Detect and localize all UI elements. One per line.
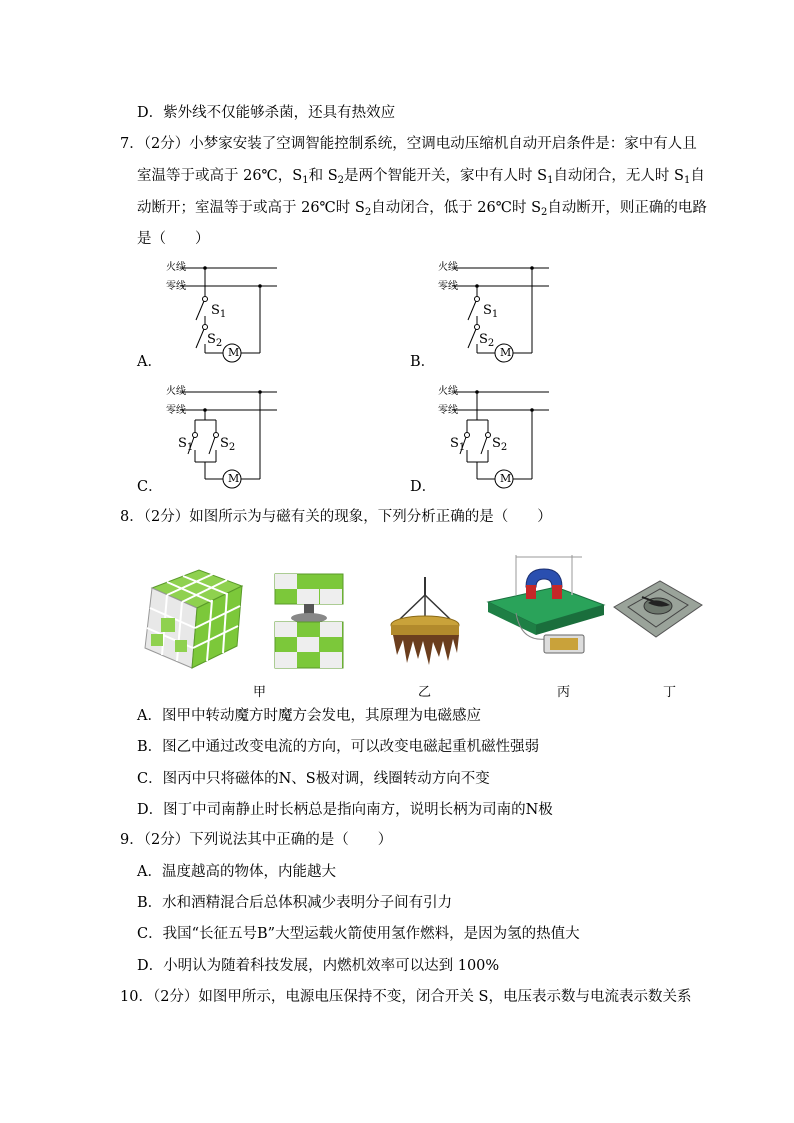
q8-stem: 8．（2分）如图所示为与磁有关的现象，下列分析正确的是（ ） xyxy=(120,509,552,525)
fire-wire-label: 火线 xyxy=(438,262,458,273)
q7-stem-line4: 是（ ） xyxy=(137,231,210,247)
motor-label: M xyxy=(228,346,240,359)
q7-stem-line3: 动断开；室温等于或高于 26℃时 $S_2$自动闭合，低于 26℃时 $S_2$自动断开，则正确的电路 xyxy=(137,200,707,218)
motor-label: M xyxy=(500,346,512,359)
q7-option-c-label: C． xyxy=(137,479,163,495)
fire-wire-label: 火线 xyxy=(438,386,458,397)
caption-ding: 丁 xyxy=(663,685,677,700)
q7-circuit-c xyxy=(160,382,280,490)
q7-circuit-b xyxy=(432,258,552,363)
caption-bing: 丙 xyxy=(557,685,571,700)
rubiks-cube-image xyxy=(137,548,247,670)
neutral-wire-label: 零线 xyxy=(438,281,458,292)
electromagnet-crane-image xyxy=(385,575,465,670)
q10-stem: 10．（2分）如图甲所示，电源电压保持不变，闭合开关 S，电压表示数与电流表示数关系 xyxy=(120,989,692,1005)
switch-s2-label: $S_2$ xyxy=(479,332,495,349)
motor-label: M xyxy=(500,472,512,485)
neutral-wire-label: 零线 xyxy=(166,281,186,292)
caption-yi: 乙 xyxy=(418,685,432,700)
q7-stem-line1: 7．（2分）小梦家安装了空调智能控制系统，空调电动压缩机自动开启条件是：家中有人且 xyxy=(120,136,697,152)
q9-option-d: D．小明认为随着科技发展，内燃机效率可以达到 100% xyxy=(137,958,500,974)
switch-s2-label: $S_2$ xyxy=(492,436,508,453)
q9-option-c: C．我国“长征五号B”大型运载火箭使用氢作燃料，是因为氢的热值大 xyxy=(137,926,580,942)
q7-stem-line2: 室温等于或高于 26℃，$S_1$和 $S_2$是两个智能开关，家中有人时 $S_1$自动闭合，无人时 $S_1$自 xyxy=(137,168,705,186)
motor-model-image xyxy=(486,547,606,665)
neutral-wire-label: 零线 xyxy=(166,405,186,416)
switch-s1-label: $S_1$ xyxy=(178,436,194,453)
q7-circuit-d xyxy=(432,382,552,490)
q8-option-d: D．图丁中司南静止时长柄总是指向南方，说明长柄为司南的N极 xyxy=(137,802,553,818)
fire-wire-label: 火线 xyxy=(166,386,186,397)
q7-option-b-label: B． xyxy=(410,354,436,370)
fire-wire-label: 火线 xyxy=(166,262,186,273)
q7-circuit-a xyxy=(160,258,280,363)
switch-s1-label: $S_1$ xyxy=(450,436,466,453)
q6-option-d: D．紫外线不仅能够杀菌，还具有热效应 xyxy=(137,105,396,121)
q7-option-a-label: A． xyxy=(137,354,162,370)
split-cube-image xyxy=(270,572,350,670)
motor-label: M xyxy=(228,472,240,485)
switch-s1-label: $S_1$ xyxy=(483,303,499,320)
switch-s2-label: $S_2$ xyxy=(207,332,223,349)
q8-option-a: A．图甲中转动魔方时魔方会发电，其原理为电磁感应 xyxy=(137,708,481,724)
switch-s1-label: $S_1$ xyxy=(211,303,227,320)
sinan-compass-image xyxy=(612,575,704,645)
q8-option-b: B．图乙中通过改变电流的方向，可以改变电磁起重机磁性强弱 xyxy=(137,739,540,755)
q9-stem: 9．（2分）下列说法其中正确的是（ ） xyxy=(120,832,393,848)
q7-option-d-label: D． xyxy=(410,479,437,495)
q9-option-a: A．温度越高的物体，内能越大 xyxy=(137,864,336,880)
switch-s2-label: $S_2$ xyxy=(220,436,236,453)
q8-option-c: C．图丙中只将磁体的N、S极对调，线圈转动方向不变 xyxy=(137,771,490,787)
caption-jia: 甲 xyxy=(253,685,267,700)
q9-option-b: B．水和酒精混合后总体积减少表明分子间有引力 xyxy=(137,895,453,911)
neutral-wire-label: 零线 xyxy=(438,405,458,416)
